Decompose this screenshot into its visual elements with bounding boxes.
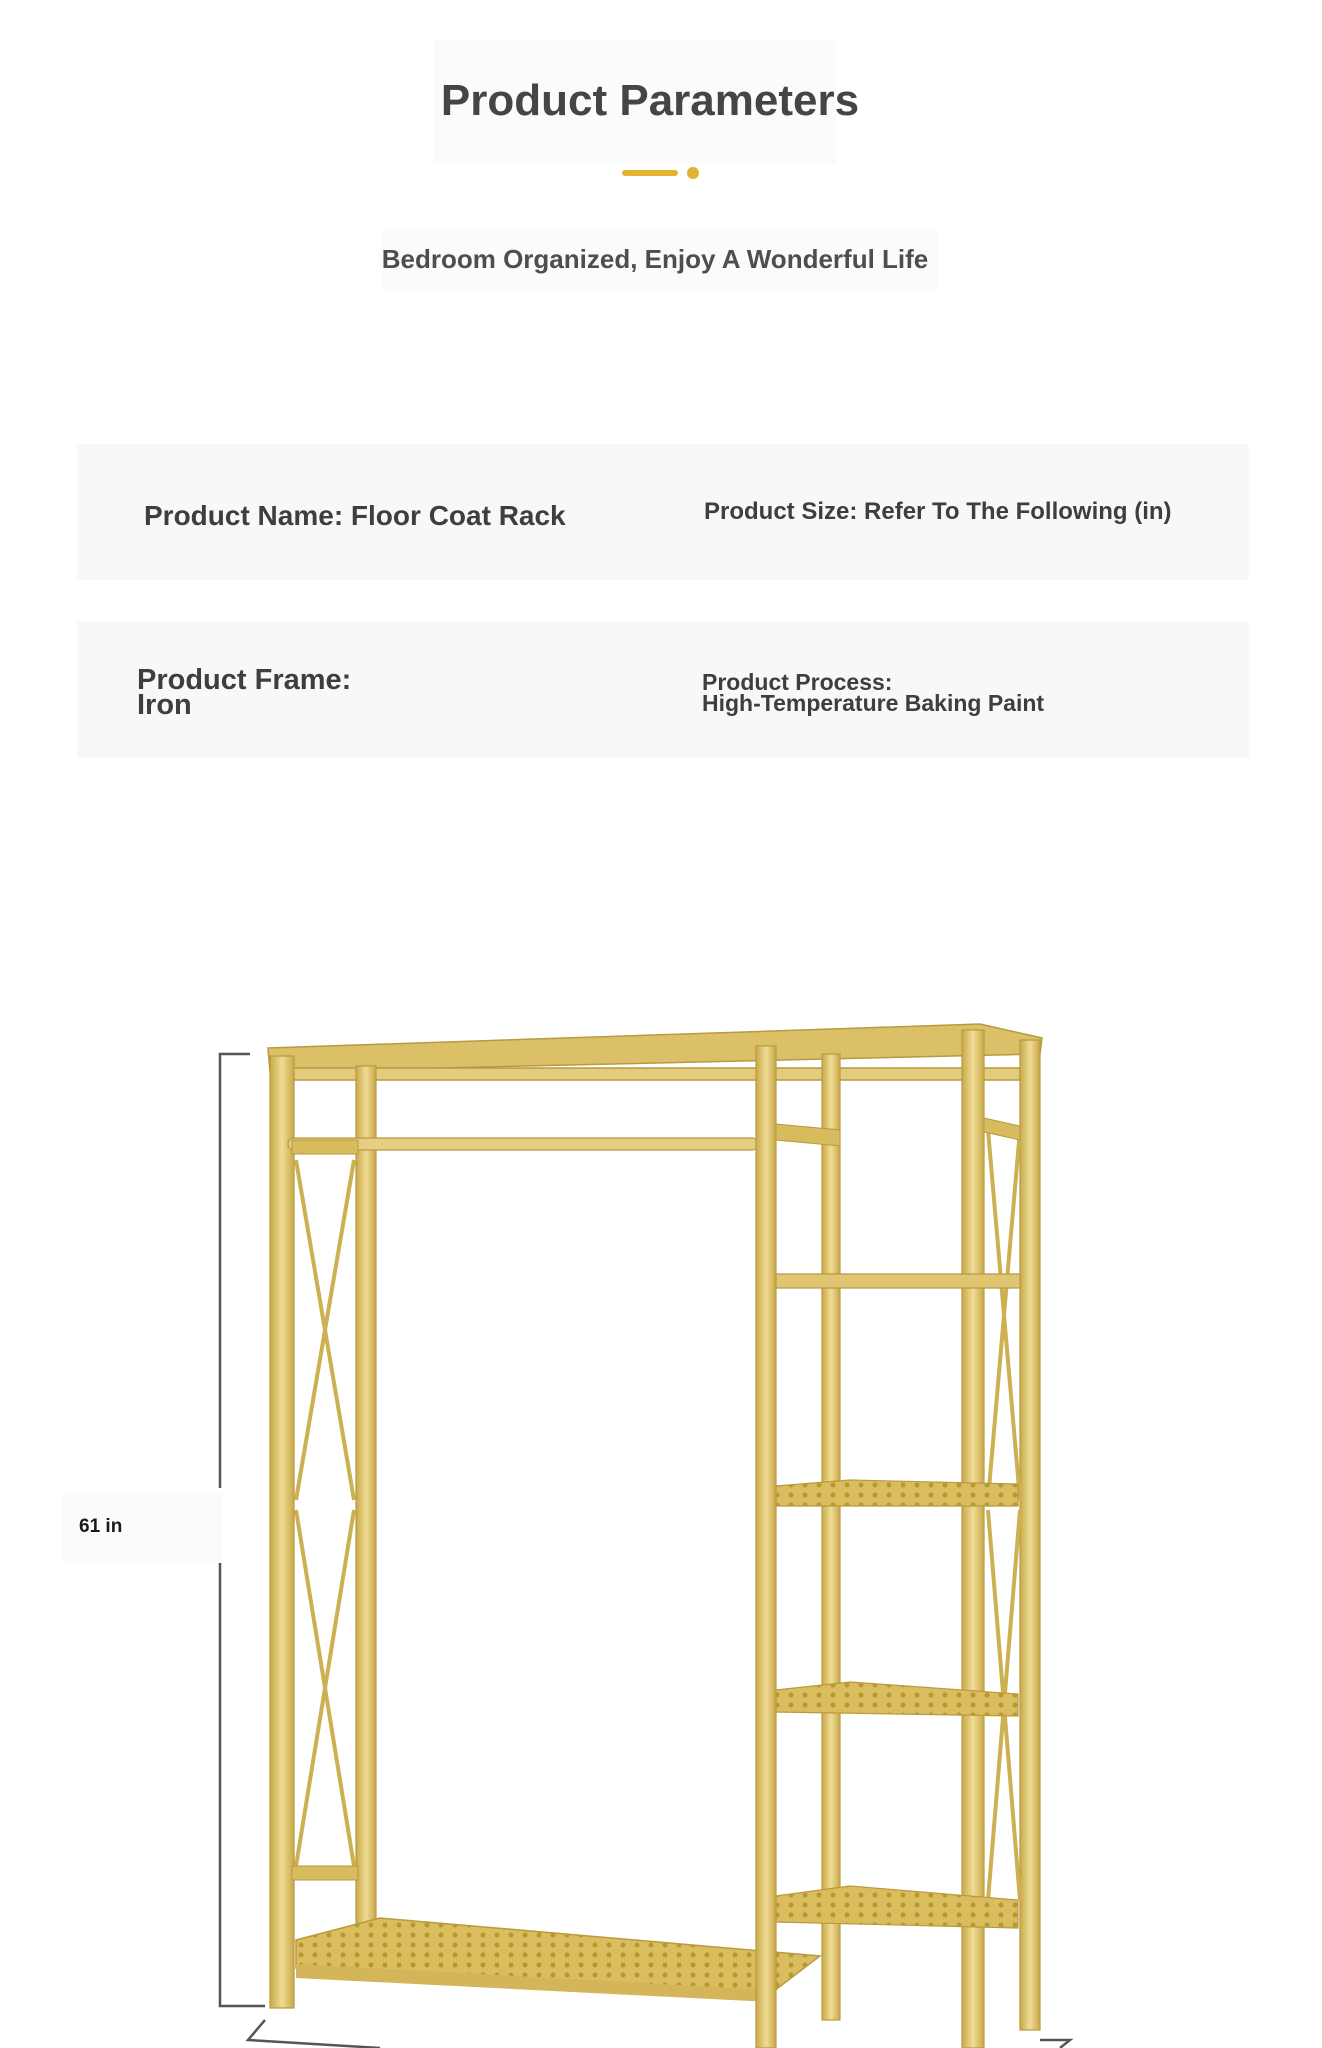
left-cross-rails <box>292 1140 358 1880</box>
right-cross-braces <box>988 1130 1020 1900</box>
product-size: Product Size: Refer To The Following (in) <box>704 498 1172 525</box>
product-frame-label: Product Frame: <box>137 664 352 696</box>
page-subtitle: Bedroom Organized, Enjoy A Wonderful Life <box>381 244 929 274</box>
rack-top-frame <box>268 1024 1042 1080</box>
product-frame-value: Iron <box>137 689 192 721</box>
rack-left-posts <box>270 1056 376 2008</box>
left-cross-braces <box>296 1160 354 1866</box>
page-title: Product Parameters <box>440 76 860 125</box>
height-dimension-label: 61 in <box>79 1516 123 1537</box>
product-process-label: Product Process: <box>702 669 893 695</box>
bottom-mesh-shelf <box>296 1918 820 2002</box>
product-process-value: High-Temperature Baking Paint <box>702 690 1045 716</box>
base-dimension-ticks <box>248 2020 1070 2048</box>
product-name: Product Name: Floor Coat Rack <box>144 500 566 531</box>
height-dimension-line <box>220 1054 265 2006</box>
